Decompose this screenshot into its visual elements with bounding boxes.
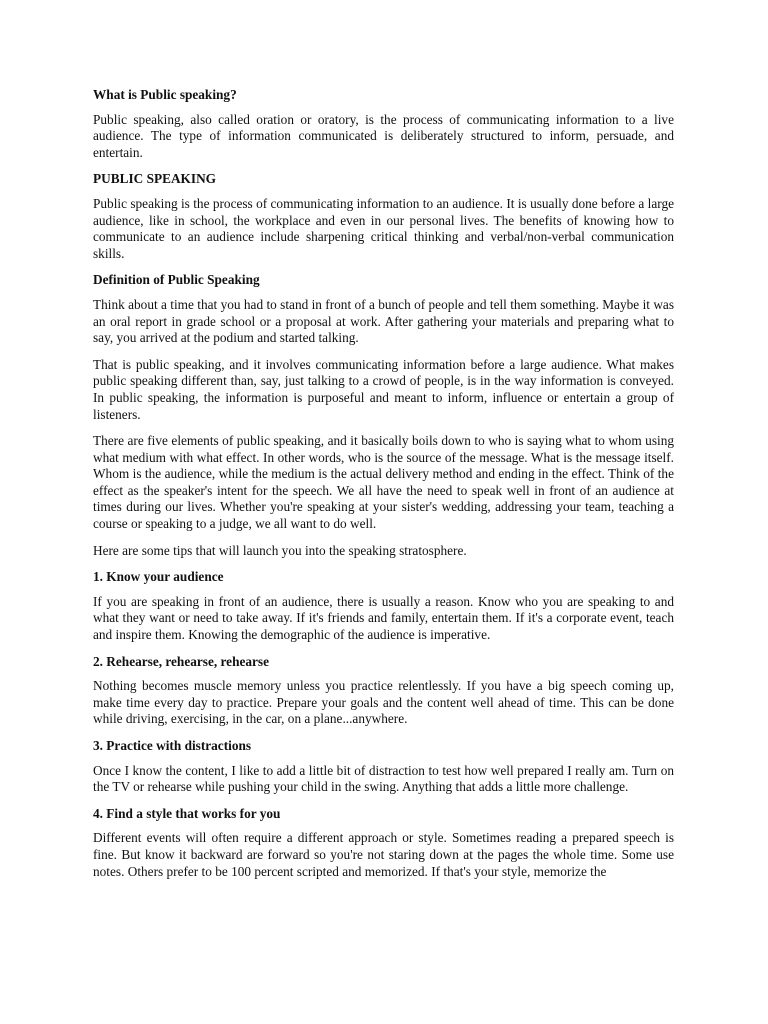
paragraph-definition-intro: Public speaking, also called oration or oratory, is the process of communicating information to a live audience. The type of information communicated is deliberately structured to inform, persuade, and entertain. bbox=[93, 111, 674, 160]
paragraph-tips-intro: Here are some tips that will launch you into the speaking stratosphere. bbox=[93, 542, 467, 558]
heading-what-is-public-speaking: What is Public speaking? bbox=[93, 87, 237, 102]
heading-find-a-style: 4. Find a style that works for you bbox=[93, 805, 281, 821]
heading-know-your-audience: 1. Know your audience bbox=[93, 569, 224, 585]
heading-definition-of-public-speaking: Definition of Public Speaking bbox=[93, 272, 260, 288]
paragraph-know-your-audience: If you are speaking in front of an audience, there is usually a reason. Know who you are speaking to and what they want or need to take away. If it's friends and family, entertain them. If it's a corporate event, teach and inspire them. Knowing the demographic of the audience is imperative. bbox=[93, 593, 674, 643]
heading-public-speaking: PUBLIC SPEAKING bbox=[93, 171, 217, 187]
paragraph-public-speaking-process: Public speaking is the process of communicating information to an audience. It is usually done before a large audience, like in school, the workplace and even in our personal lives. The benefits of knowing how to communicate to an audience include sharpening critical thinking and verbal/non-verbal communication skills. bbox=[93, 195, 674, 261]
paragraph-think-about-a-time: Think about a time that you had to stand in front of a bunch of people and tell them something. Maybe it was an oral report in grade school or a proposal at work. After gathering your materials and preparing what to say, you arrived at the podium and started talking. bbox=[93, 296, 674, 346]
document-page bbox=[93, 87, 674, 890]
paragraph-practice-with-distractions: Once I know the content, I like to add a little bit of distraction to test how well prepared I really am. Turn on the TV or rehearse while pushing your child in the swing. Anything that adds a little more challenge. bbox=[93, 762, 674, 795]
paragraph-rehearse: Nothing becomes muscle memory unless you practice relentlessly. If you have a big speech coming up, make time every day to practice. Prepare your goals and the content well ahead of time. This can be done while driving, exercising, in the car, on a plane...anywhere. bbox=[93, 678, 674, 727]
paragraph-five-elements: There are five elements of public speaking, and it basically boils down to who is saying what to whom using what medium with what effect. In other words, who is the source of the message. What is the message itself. Whom is the audience, while the medium is the actual delivery method and ending in the effect. Think of the effect as the speaker's intent for the speech. We all have the need to speak well in front of an audience at times during our lives. Whether you're speaking at your sister's wedding, addressing your team, teaching a course or speaking to a judge, we all want to do well. bbox=[93, 433, 674, 532]
heading-practice-with-distractions: 3. Practice with distractions bbox=[93, 738, 252, 753]
paragraph-that-is-public-speaking: That is public speaking, and it involves communicating information before a large audience. What makes public speaking different than, say, just talking to a crowd of people, is in the way information is conveyed. In public speaking, the information is purposeful and meant to inform, influence or entertain a group of listeners. bbox=[93, 356, 674, 422]
heading-rehearse: 2. Rehearse, rehearse, rehearse bbox=[93, 653, 269, 669]
paragraph-find-a-style: Different events will often require a different approach or style. Sometimes reading a prepared speech is fine. But know it backward are forward so you're not staring down at the pages the whole time. Some use notes. Others prefer to be 100 percent scripted and memorized. If that's your style, memorize the bbox=[93, 830, 674, 879]
